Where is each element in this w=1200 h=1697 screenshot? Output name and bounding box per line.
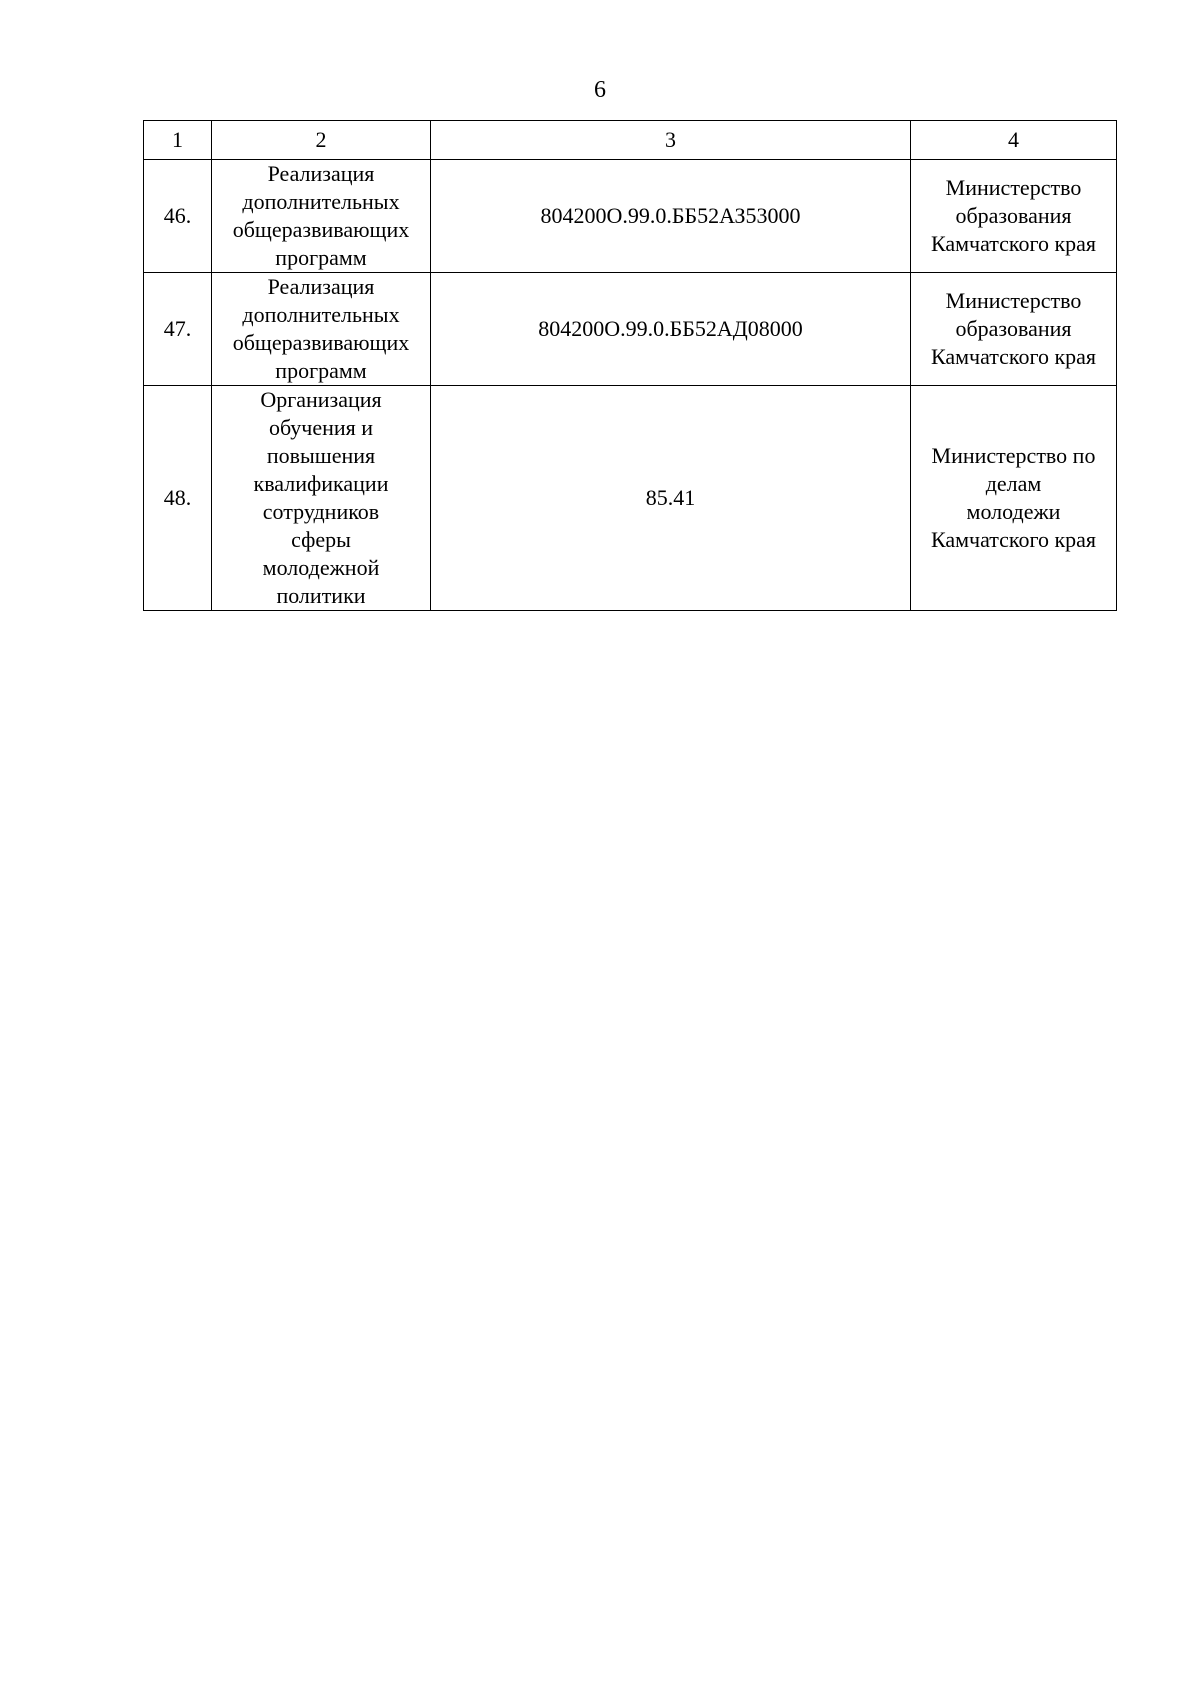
table-row bbox=[144, 386, 1117, 611]
row-number: 46. bbox=[144, 160, 212, 273]
service-name-text: Организация обучения и повышения квалификации сотрудников сферы молодежной политики bbox=[253, 387, 389, 608]
service-code: 85.41 bbox=[431, 386, 911, 611]
service-code: 804200О.99.0.ББ52АЗ53000 bbox=[431, 160, 911, 273]
responsible-organization-text: Министерство по делам молодежи Камчатского края bbox=[930, 443, 1097, 552]
row-number: 48. bbox=[144, 386, 212, 611]
service-code: 804200О.99.0.ББ52АД08000 bbox=[431, 273, 911, 386]
table-header bbox=[144, 121, 1117, 160]
row-number: 47. bbox=[144, 273, 212, 386]
responsible-organization-text: Министерство образования Камчатского края bbox=[930, 175, 1097, 256]
service-name bbox=[212, 386, 431, 611]
header-col-2: 2 bbox=[212, 121, 431, 160]
responsible-organization bbox=[911, 273, 1117, 386]
header-row bbox=[144, 121, 1117, 160]
service-name-text: Реализация дополнительных общеразвивающих программ bbox=[232, 161, 410, 270]
responsible-organization bbox=[911, 386, 1117, 611]
table-body bbox=[144, 160, 1117, 611]
service-name bbox=[212, 160, 431, 273]
header-col-1: 1 bbox=[144, 121, 212, 160]
table-row bbox=[144, 160, 1117, 273]
responsible-organization bbox=[911, 160, 1117, 273]
table-row bbox=[144, 273, 1117, 386]
service-name-text: Реализация дополнительных общеразвивающих программ bbox=[232, 274, 410, 383]
page-number: 6 bbox=[594, 77, 606, 103]
services-table bbox=[143, 120, 1117, 611]
header-col-4: 4 bbox=[911, 121, 1117, 160]
header-col-3: 3 bbox=[431, 121, 911, 160]
responsible-organization-text: Министерство образования Камчатского края bbox=[930, 288, 1097, 369]
service-name bbox=[212, 273, 431, 386]
